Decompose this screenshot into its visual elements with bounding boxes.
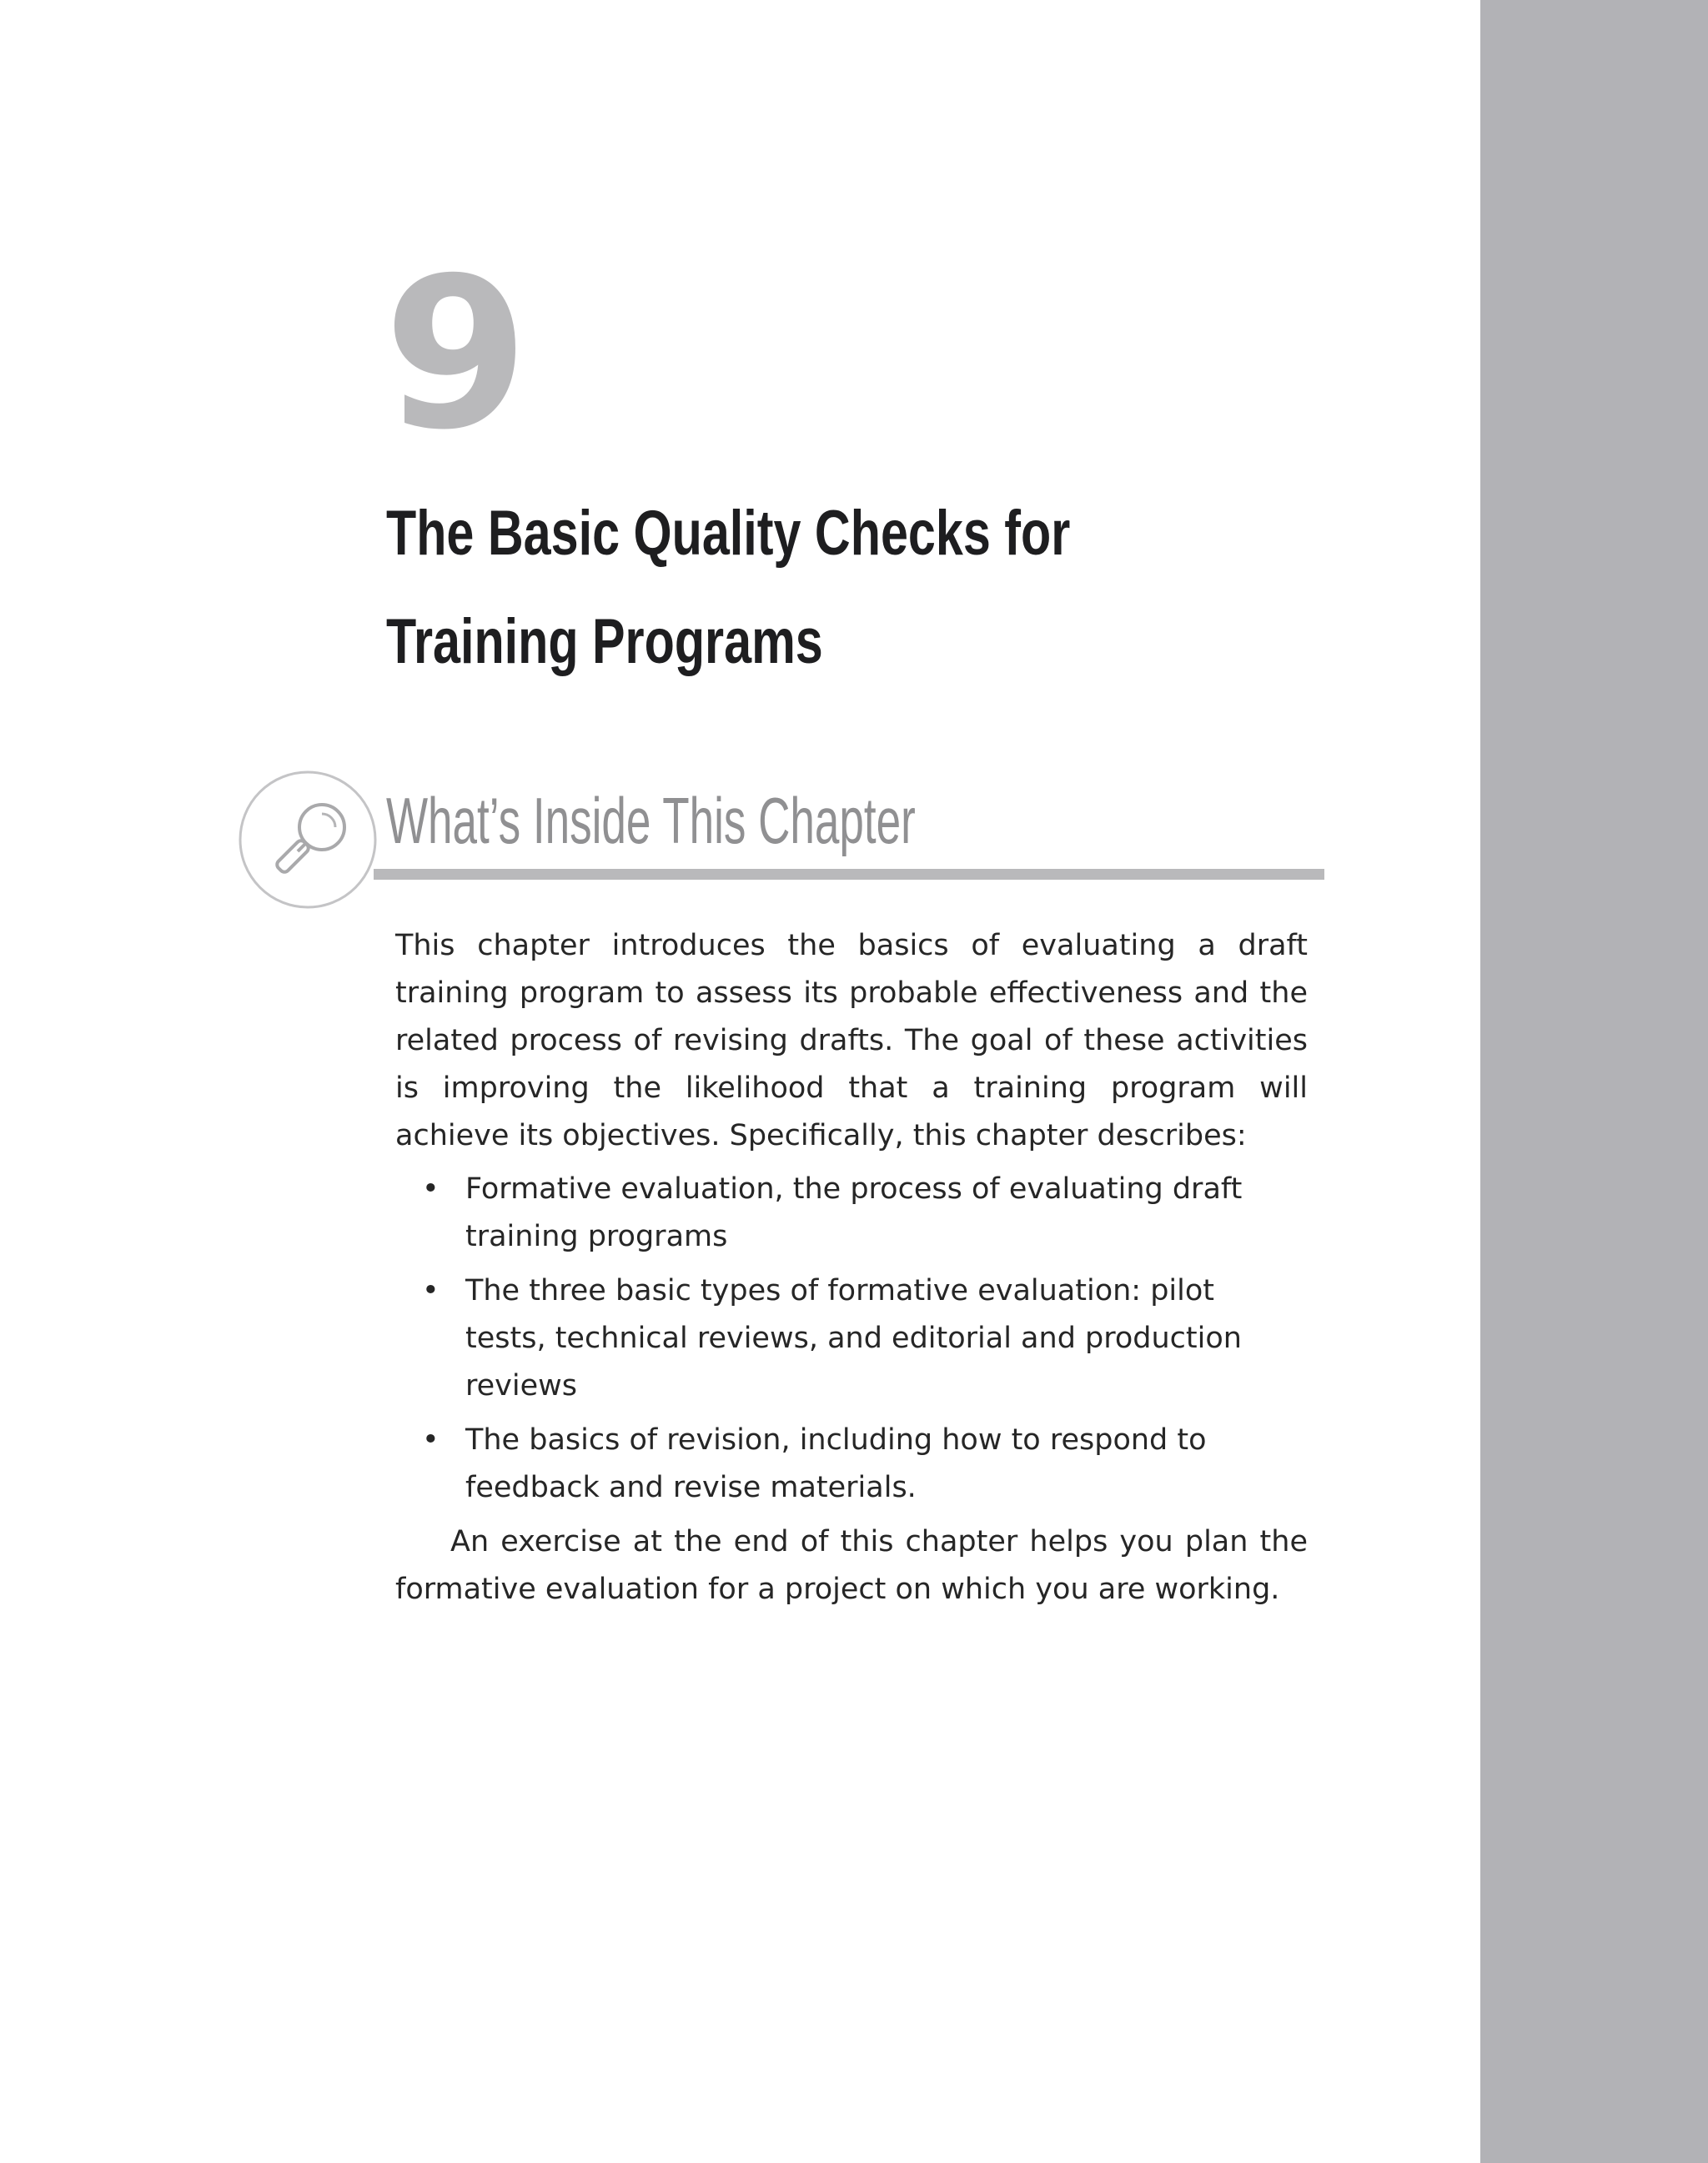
list-item-text: The basics of revision, including how to respond to feedback and revise materials. <box>465 1423 1207 1504</box>
bullet-marker: • <box>422 1172 440 1206</box>
bullet-marker: • <box>422 1423 440 1457</box>
chapter-title-line: The Basic Quality Checks for <box>386 498 1071 569</box>
bullet-marker: • <box>422 1274 440 1307</box>
list-item-text: The three basic types of formative evaluation: pilot tests, technical reviews, and editorial and production reviews <box>465 1274 1242 1403</box>
page-edge-tab <box>1480 0 1708 2163</box>
intro-paragraph: This chapter introduces the basics of evaluating a draft training program to assess its probable effectiveness and the related process of revising drafts. The goal of these activities is improving the likelihood that a training program will achieve its objectives. Specifically, this chapter describes: <box>395 929 1308 1152</box>
closing-paragraph: An exercise at the end of this chapter helps you plan the formative evaluation for a project on which you are working. <box>395 1525 1308 1606</box>
list-item-text: Formative evaluation, the process of evaluating draft training programs <box>465 1172 1243 1253</box>
section-heading: What’s Inside This Chapter <box>386 784 916 857</box>
chapter-number: 9 <box>384 233 525 475</box>
list-item <box>422 1166 1308 1261</box>
list-item <box>422 1417 1308 1512</box>
chapter-summary <box>395 922 1308 1613</box>
topic-list <box>395 1166 1308 1512</box>
list-item <box>422 1267 1308 1410</box>
chapter-title <box>386 479 1232 696</box>
chapter-title-line: Training Programs <box>386 606 823 677</box>
magnifying-glass-icon <box>238 770 378 910</box>
heading-rule <box>374 869 1324 880</box>
